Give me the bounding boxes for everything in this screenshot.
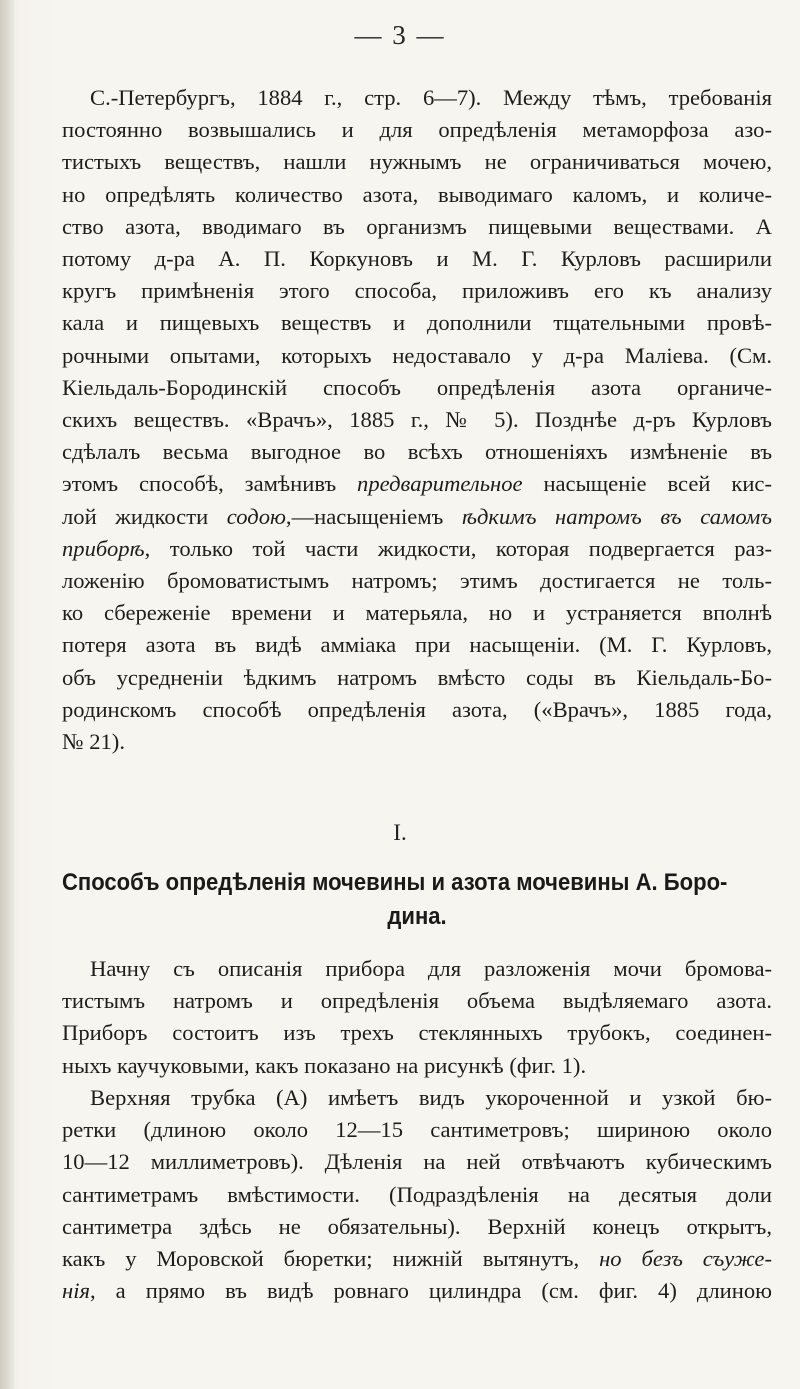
- text-line: кругъ примѣненія этого способа, приложивъ его къ анализу: [62, 278, 772, 304]
- text-line: лой жидкости содою,—насыщеніемъ ѣдкимъ натромъ въ самомъ: [62, 503, 772, 529]
- text-line: № 21).: [62, 729, 125, 755]
- text-line: потеря азота въ видѣ амміака при насыщеніи. (М. Г. Курловъ,: [62, 632, 772, 658]
- text-line: сдѣлалъ весьма выгодное во всѣхъ отношеніяхъ измѣненіе въ: [62, 439, 772, 465]
- text-line: тистыхъ веществъ, нашли нужнымъ не ограничиваться мочею,: [62, 149, 772, 175]
- paragraph-upper-tube: [62, 1082, 772, 1307]
- text-line: Кіельдаль-Бородинскій способъ опредѣленія азота органиче-: [62, 374, 772, 400]
- text-line: 10—12 миллиметровъ). Дѣленія на ней отвѣчаютъ кубическимъ: [62, 1149, 772, 1175]
- paragraph-intro: [62, 953, 772, 1082]
- text-line: объ усредненіи ѣдкимъ натромъ вмѣсто соды въ Кіельдаль-Бо-: [62, 664, 772, 690]
- text-line: ныхъ каучуковыми, какъ показано на рисункѣ (фиг. 1).: [62, 1052, 587, 1078]
- text-line: скихъ веществъ. «Врачъ», 1885 г., № 5). Позднѣе д-ръ Курловъ: [62, 407, 772, 433]
- text-line: С.-Петербургъ, 1884 г., стр. 6—7). Между тѣмъ, требованія: [90, 85, 772, 110]
- section-title: [62, 866, 772, 934]
- text-line: кала и пищевыхъ веществъ и дополнили тщательными провѣ-: [62, 310, 772, 336]
- section-number: I.: [393, 820, 407, 845]
- text-line: нія, а прямо въ видѣ ровнаго цилиндра (см. фиг. 4) длиною: [62, 1278, 772, 1304]
- text-line: этомъ способѣ, замѣнивъ предварительное насыщеніе всей кис-: [62, 471, 772, 497]
- section-title-line: Способъ опредѣленія мочевины и азота мочевины А. Боро-: [62, 869, 728, 896]
- text-line: ретки (длиною около 12—15 сантиметровъ; шириною около: [62, 1117, 772, 1143]
- book-gutter: [0, 0, 14, 1389]
- text-line: рочными опытами, которыхъ недоставало у д-ра Маліева. (См.: [62, 342, 772, 368]
- text-line: потому д-ра А. П. Коркуновъ и М. Г. Курловъ расширили: [62, 246, 772, 272]
- text-line: Приборъ состоитъ изъ трехъ стеклянныхъ трубокъ, соединен-: [62, 1020, 772, 1046]
- text-line: постоянно возвышались и для опредѣленія метаморфоза азо-: [62, 117, 772, 143]
- text-line: приборѣ, только той части жидкости, которая подвергается раз-: [62, 535, 772, 561]
- text-line: Верхняя трубка (А) имѣетъ видъ укороченной и узкой бю-: [90, 1085, 772, 1110]
- text-line: но опредѣлять количество азота, выводимаго каломъ, и количе-: [62, 181, 772, 207]
- text-line: родинскомъ способѣ опредѣленія азота, («Врачъ», 1885 года,: [62, 696, 772, 722]
- paragraph-continued: [62, 82, 772, 758]
- text-line: ство азота, вводимаго въ организмъ пищевыми веществами. А: [62, 213, 772, 239]
- text-line: ко сбереженіе времени и матерьяла, но и устраняется вполнѣ: [62, 600, 772, 626]
- text-line: тистымъ натромъ и опредѣленія объема выдѣляемаго азота.: [62, 988, 772, 1014]
- text-line: ложенію бромоватистымъ натромъ; этимъ достигается не толь-: [62, 568, 772, 594]
- text-line: сантиметра здѣсь не обязательны). Верхній конецъ открытъ,: [62, 1213, 772, 1239]
- page-number: — 3 —: [354, 20, 446, 50]
- text-line: какъ у Моровской бюретки; нижній вытянутъ, но безъ съуже-: [62, 1246, 772, 1272]
- text-line: сантиметрамъ вмѣстимости. (Подраздѣленія на десятыя доли: [62, 1181, 772, 1207]
- section-title-line: дина.: [387, 903, 447, 930]
- text-line: Начну съ описанія прибора для разложенія мочи бромова-: [90, 956, 772, 981]
